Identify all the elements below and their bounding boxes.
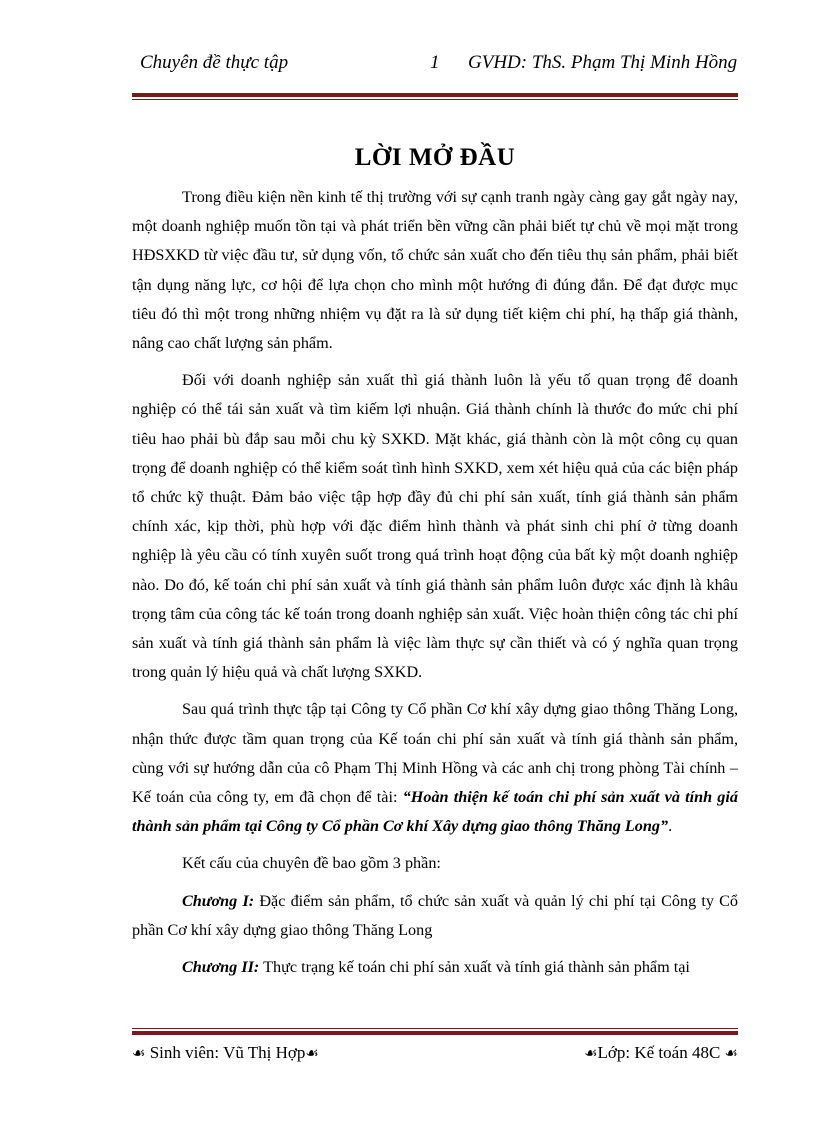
ornament-icon: ☙ (724, 1046, 738, 1062)
header-page-number: 1 (430, 52, 440, 73)
header-document-type: Chuyên đề thực tập (140, 52, 289, 73)
header-rule-thin (132, 99, 738, 100)
paragraph-2: Đối với doanh nghiệp sản xuất thì giá thành luôn là yếu tố quan trọng để doanh nghiệp có thể tái sản xuất và tìm kiếm lợi nhuận. Giá thành chính là thước đo mức chi phí tiêu hao phải bù đắp sau mỗi chu kỳ SXKD. Mặt khác, giá thành còn là một công cụ quan trọng để doanh nghiệp có thể kiểm soát tình hình SXKD, xem xét hiệu quả của các biện pháp tổ chức kỹ thuật. Đảm bảo việc tập hợp đầy đủ chi phí sản xuất, tính giá thành sản phẩm chính xác, kịp thời, phù hợp với đặc điểm hình thành và phát sinh chi phí ở từng doanh nghiệp là yêu cầu có tính xuyên suốt trong quá trình hoạt động của bất kỳ một doanh nghiệp nào. Do đó, kế toán chi phí sản xuất và tính giá thành sản phẩm luôn được xác định là khâu trọng tâm của công tác kế toán trong doanh nghiệp sản xuất. Việc hoàn thiện công tác chi phí sản xuất và tính giá thành sản phẩm là việc làm thực sự cần thiết và có ý nghĩa quan trọng trong quản lý hiệu quả và chất lượng SXKD. (132, 371, 738, 682)
page-title: LỜI MỞ ĐẦU (354, 144, 516, 171)
footer-rule-thick (132, 1031, 738, 1035)
paragraph-1: Trong điều kiện nền kinh tế thị trường với sự cạnh tranh ngày càng gay gắt ngày nay, một doanh nghiệp muốn tồn tại và phát triển bền vững cần phải biết tự chủ về mọi mặt trong HĐSXKD từ việc đầu tư, sử dụng vốn, tổ chức sản xuất cho đến tiêu thụ sản phẩm, phải biết tận dụng năng lực, cơ hội để lựa chọn cho mình một hướng đi đúng đắn. Để đạt được mục tiêu đó thì một trong những nhiệm vụ đặt ra là sử dụng tiết kiệm chi phí, hạ thấp giá thành, nâng cao chất lượng sản phẩm. (132, 188, 738, 353)
chapter-1 (132, 887, 738, 945)
paragraph-3-end: . (668, 817, 673, 836)
chapter-1-label: Chương I: (182, 891, 255, 910)
body-text (132, 183, 738, 982)
ornament-icon: ☙ (584, 1046, 598, 1062)
chapter-2 (132, 953, 738, 982)
page-footer (132, 1043, 738, 1069)
paragraph-3-intro: Sau quá trình thực tập tại Công ty Cổ phần Cơ khí xây dựng giao thông Thăng Long, nhận thức được tầm quan trọng của Kế toán chi phí sản xuất và tính giá thành sản phẩm, cùng với sự hướng dẫn của cô Phạm Thị Minh Hồng và các anh chị trong phòng Tài chính – Kế toán của công ty, em đã chọn để tài: (132, 700, 738, 807)
header-rule-thick (132, 93, 738, 97)
chapter-2-text: Thực trạng kế toán chi phí sản xuất và tính giá thành sản phẩm tại (259, 958, 690, 977)
header-supervisor: GVHD: ThS. Phạm Thị Minh Hồng (468, 52, 738, 73)
paragraph-4: Kết cấu của chuyên đề bao gồm 3 phần: (182, 854, 441, 873)
chapter-2-label: Chương II: (182, 958, 260, 977)
footer-class-name: Lớp: Kế toán 48C (597, 1043, 721, 1062)
footer-class (584, 1043, 738, 1063)
ornament-icon: ☙ (132, 1046, 146, 1062)
paragraph-3 (132, 695, 738, 841)
page-header (132, 52, 738, 78)
footer-student (132, 1043, 319, 1063)
footer-student-name: Sinh viên: Vũ Thị Hợp (149, 1043, 306, 1062)
footer-rule-thin (132, 1028, 738, 1029)
chapter-1-text: Đặc điểm sản phẩm, tổ chức sản xuất và quản lý chi phí tại Công ty Cổ phần Cơ khí xây dựng giao thông Thăng Long (132, 891, 738, 939)
ornament-icon: ☙ (305, 1046, 319, 1062)
thesis-topic: “Hoàn thiện kế toán chi phí sản xuất và tính giá thành sản phẩm tại Công ty Cổ phần Cơ khí Xây dựng giao thông Thăng Long” (132, 788, 738, 836)
